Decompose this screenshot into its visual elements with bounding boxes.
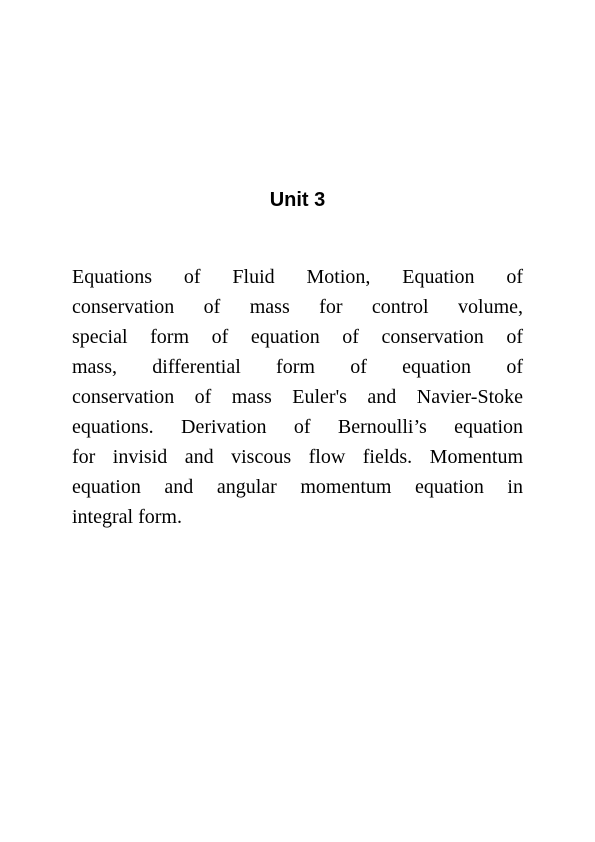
paragraph-line: for invisid and viscous flow fields. Momentum — [72, 446, 523, 468]
paragraph-line: integral form. — [72, 506, 182, 528]
paragraph-line: conservation of mass for control volume, — [72, 296, 523, 318]
syllabus-paragraph — [72, 262, 523, 532]
paragraph-line: special form of equation of conservation of — [72, 326, 523, 348]
paragraph-line: mass, differential form of equation of — [72, 356, 523, 378]
paragraph-line: Equations of Fluid Motion, Equation of — [72, 266, 523, 288]
paragraph-line: equation and angular momentum equation in — [72, 476, 523, 498]
paragraph-line: equations. Derivation of Bernoulli’s equation — [72, 416, 523, 438]
unit-heading: Unit 3 — [269, 189, 326, 211]
paragraph-line: conservation of mass Euler's and Navier-Stoke — [72, 386, 523, 408]
